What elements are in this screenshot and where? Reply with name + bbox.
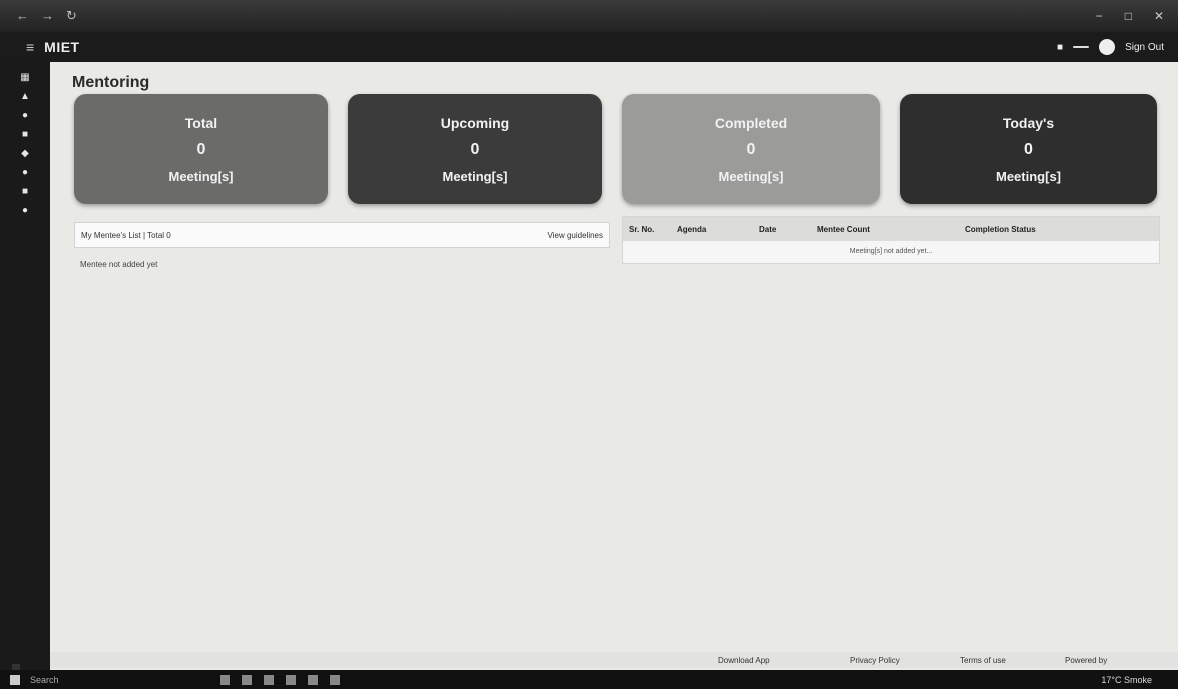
meetings-empty-message: Meeting[s] not added yet... — [849, 248, 933, 255]
task-view-icon[interactable] — [220, 675, 230, 685]
user-icon[interactable]: ● — [21, 167, 29, 178]
start-menu-icon[interactable] — [10, 675, 20, 685]
upcoming-meetings-card[interactable] — [348, 94, 602, 204]
mail-icon[interactable] — [308, 675, 318, 685]
session-pill[interactable] — [1073, 46, 1089, 48]
card-unit: Meeting[s] — [996, 168, 1061, 184]
column-header-completion-status: Completion Status — [965, 224, 1036, 234]
app-icon[interactable] — [330, 675, 340, 685]
store-icon[interactable] — [286, 675, 296, 685]
minimize-icon[interactable]: − — [1095, 9, 1103, 23]
settings-icon[interactable]: ● — [21, 205, 29, 216]
book-icon[interactable]: ■ — [21, 129, 29, 140]
app-header — [0, 32, 1178, 62]
browser-icon[interactable] — [264, 675, 274, 685]
browser-nav — [16, 8, 77, 24]
terms-of-use-link[interactable]: Terms of use — [960, 655, 1006, 665]
todays-meetings-card[interactable] — [900, 94, 1157, 204]
sign-out-button[interactable]: Sign Out — [1125, 41, 1164, 53]
meetings-table-header — [623, 217, 1159, 241]
close-icon[interactable]: ✕ — [1153, 9, 1164, 23]
user-avatar-icon[interactable] — [1099, 39, 1115, 55]
brand-title: MIET — [44, 39, 80, 55]
completed-meetings-card[interactable] — [622, 94, 880, 204]
calendar-icon[interactable]: ◆ — [21, 148, 29, 159]
card-label: Upcoming — [440, 114, 510, 131]
card-unit: Meeting[s] — [168, 168, 234, 184]
group-icon[interactable]: ■ — [21, 186, 29, 197]
page-title: Mentoring — [72, 74, 150, 91]
card-label: Today's — [1002, 114, 1055, 131]
back-icon[interactable]: ← — [16, 8, 29, 23]
taskbar-apps — [220, 675, 340, 685]
maximize-icon[interactable]: □ — [1124, 9, 1132, 23]
taskbar-search[interactable]: Search — [30, 674, 59, 685]
powered-by-text: Powered by — [1065, 655, 1108, 665]
card-label: Total — [184, 114, 218, 131]
column-header-mentee-count: Mentee Count — [817, 224, 870, 234]
card-value: 0 — [1024, 140, 1033, 158]
sidebar — [0, 62, 50, 672]
total-meetings-card[interactable] — [74, 94, 328, 204]
hamburger-menu-icon[interactable]: ≡ — [26, 39, 35, 55]
column-header-agenda: Agenda — [677, 224, 707, 234]
column-header-sr-no: Sr. No. — [629, 224, 655, 234]
forward-icon[interactable]: → — [41, 8, 54, 23]
mentee-list-title: My Mentee's List | Total 0 — [81, 230, 171, 240]
file-explorer-icon[interactable] — [242, 675, 252, 685]
os-taskbar — [0, 670, 1178, 689]
download-app-link[interactable]: Download App — [718, 655, 770, 665]
privacy-policy-link[interactable]: Privacy Policy — [850, 655, 900, 665]
grid-icon[interactable]: ▦ — [20, 72, 30, 83]
view-guidelines-link[interactable]: View guidelines — [547, 230, 603, 240]
card-value: 0 — [196, 140, 206, 158]
meeting-icon[interactable]: ● — [21, 110, 29, 121]
notification-icon[interactable]: ■ — [1057, 41, 1064, 53]
card-value: 0 — [470, 140, 480, 158]
card-unit: Meeting[s] — [718, 168, 784, 184]
card-label: Completed — [714, 114, 788, 131]
system-tray — [1101, 675, 1168, 685]
window-controls — [1096, 9, 1164, 23]
meetings-table — [622, 216, 1160, 264]
card-value: 0 — [746, 140, 756, 158]
page-footer — [50, 652, 1178, 668]
browser-toolbar — [0, 0, 1178, 32]
column-header-date: Date — [759, 224, 777, 234]
weather-status[interactable]: 17°C Smoke — [1101, 674, 1152, 685]
home-icon[interactable]: ▲ — [20, 91, 30, 102]
reload-icon[interactable]: ↻ — [66, 8, 77, 23]
card-unit: Meeting[s] — [442, 168, 508, 184]
header-right — [1057, 39, 1164, 55]
mentee-empty-message: Mentee not added yet — [80, 260, 158, 269]
mentee-list-panel — [74, 222, 610, 248]
